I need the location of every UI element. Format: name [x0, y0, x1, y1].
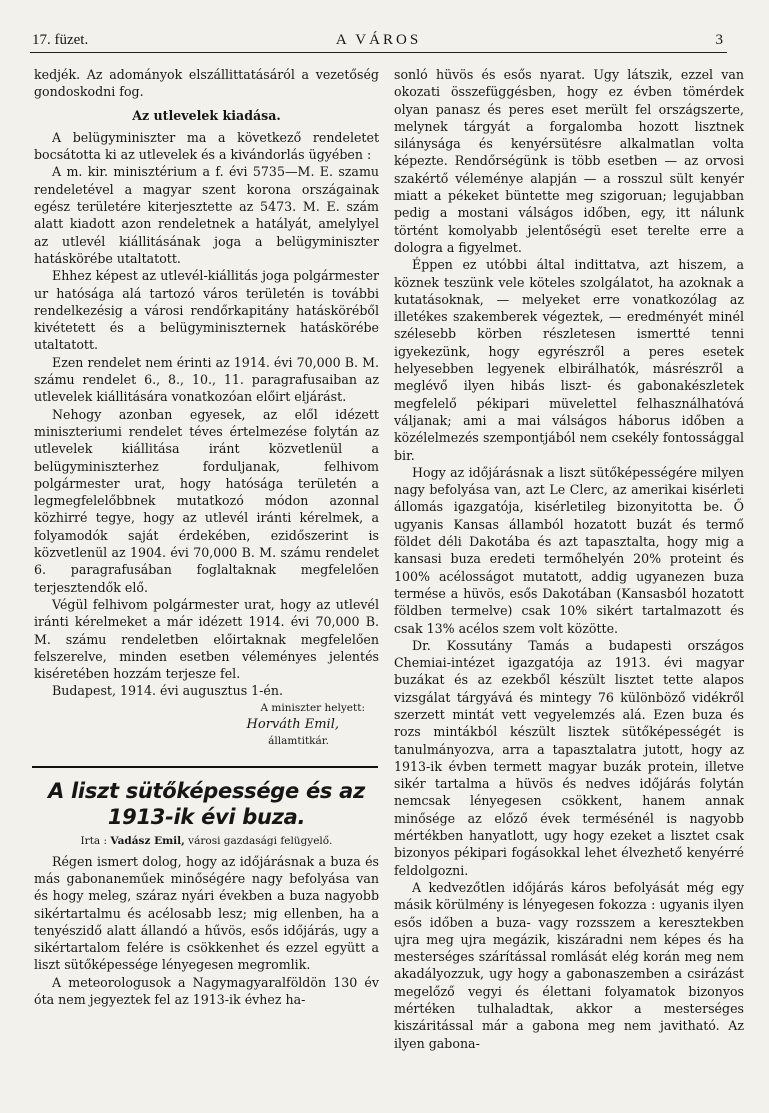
signer-title: államtitkár. — [268, 734, 329, 747]
journal-title: A VÁROS — [335, 32, 422, 48]
byline-role: városi gazdasági felügyelő. — [188, 834, 333, 847]
paragraph: A kedvezőtlen időjárás káros befolyását még egy másik körülmény is lényegesen fokozza : ugyanis ilyen esős időben a buza- vagy rozsszem a keresztekben ujra meg ujra megázik, kiszáradni nem képes és ha mesterséges szárítással romlását elég korán meg nem akadályozzuk, ugy hogy a gabonaszemben a csirázást megelőző vegyi és élettani folyamatok bizonyos mértéken tulhaladtak, akkor a mesterséges kiszáritással már a gabona meg nem javitható. Az ilyen gabona- — [394, 879, 744, 1051]
byline-author: Vadász Emil, — [110, 834, 185, 847]
paragraph: A meteorologusok a Nagymagyaralföldön 130 év óta nem jegyeztek fel az 1913-ik évhez ha- — [34, 974, 379, 1008]
paragraph: Ezen rendelet nem érinti az 1914. évi 70,000 B. M. számu rendelet 6., 8., 10., 11. paragrafusaiban az utlevelek kiállitására vonatkozóan előirt eljárást. — [34, 354, 379, 405]
paragraph: Régen ismert dolog, hogy az időjárásnak a buza és más gabonaneműek minőségére nagy befolyása van és hogy meleg, száraz nyári években a buza nagyobb sikértartalmu és acélosabb lesz; mig ellenben, ha a tenyészidő alatt állandó a hűvös, esős időjárás, ugy a sikértartalom felére is csökkenhet és ezzel együtt a liszt sütőképessége lényegesen megromlik. — [34, 853, 379, 973]
paragraph: Éppen ez utóbbi által indittatva, azt hiszem, a köznek teszünk vele köteles szolgálatot, ha azoknak a kutatásoknak, — melyeket erre vonatkozólag az illetékes szakemberek végeztek, — eredményét minél szélesebb körben részletesen ismertté tenni igyekezünk, hogy egyrészről a peres esetek helyesebben legyenek elbirálhatók, másrészről a meglévő ilyen hibás liszt- és gabonakészletek megfelelő pékipari müvelettel felhasználhatóvá váljanak; ami a mai válságos háborus időben a közélelmezés szempontjából nem csekély fontossággal bir. — [394, 257, 744, 463]
left-column — [34, 66, 379, 1008]
paragraph: sonló hüvös és esős nyarat. Ugy látszik, ezzel van okozati összefüggésben, hogy ez évben tömérdek olyan panasz és peres eset merült fel országszerte, melynek tárgyát a forgalomba hozott lisztnek silánysága és kenyérsütésre alkalmatlan volta képezte. Rendőrségünk is több esetben — az orvosi szakértő véleménye alapján — a rosszul sült kenyér miatt a pékeket büntette meg szigoruan; legujabban pedig a mostani válságos időben, egy, itt nálunk történt komolyabb jelentőségü eset terelte erre a dologra a figyelmet. — [394, 67, 744, 255]
signer-label: A miniszter helyett: — [260, 701, 365, 714]
byline-prefix: Irta : — [80, 834, 108, 847]
paragraph: Végül felhivom polgármester urat, hogy az utlevél iránti kérelmeket a már idézett 1914. évi 70,000 B. M. számu rendeletben előirtaknak megfelelően felszerelve, minden esetben véleményes jelentés kiséretében hozzám terjesze fel. — [34, 596, 379, 682]
paragraph: A m. kir. minisztérium a f. évi 5735—M. E. szamu rendeletével a magyar szent korona országainak egész területére kiterjesztette az 5473. M. E. szám alatt kiadott azon rendeletnek a hatályát, amelylyel az utlevél kiállitásának joga a belügyminiszter hatáskörébe utaltatott. — [34, 164, 379, 266]
right-column — [394, 66, 744, 1052]
issue-number: 17. füzet. — [32, 32, 89, 48]
article-title: A liszt sütőképessége és az 1913-ik évi buza. — [48, 778, 365, 829]
byline — [34, 834, 379, 849]
signer-name: Horváth Emil, — [246, 716, 339, 732]
paragraph: Nehogy azonban egyesek, az elől idézett miniszteriumi rendelet téves értelmezése folytán az utlevelek kiállitása iránt közvetlenül a belügyminiszterhez forduljanak, felhivom polgármester urat, hogy hatósága területén a legmegfelelőbbnek mutatkozó módon azonnal közhirré tegye, hogy az utlevél iránti kérelmek, a folyamodók saját érdekében, ezidőszerint is közvetlenül az 1904. évi 70,000 B. M. számu rendelet 6. paragrafusában foglaltaknak megfelelően terjesztendők elő. — [34, 406, 379, 595]
paragraph: Dr. Kossutány Tamás a budapesti országos Chemiai-intézet igazgatója az 1913. évi magyar buzákat és az ezekből készült lisztet tette alapos vizsgálat tárgyává és mintegy 76 különböző vidékről szerzett mintát vett vegyelemzés alá. Ezen buza és rozs mintákból készült lisztek sütőképességét is tanulmányozva, arra a tapasztalatra jutott, hogy az 1913-ik évben termett magyar buzák protein, illetve sikér tartalma a hüvös és nedves időjárás folytán nemcsak lényegesen csökkent, hanem annak minősége az előző évek termésénél is nagyobb mértékben hanyatlott, ugy hogy ezeket a lisztet csak bizonyos pékipari fogásokkal lehet élvezhető kenyérré feldolgozni. — [394, 637, 744, 878]
article-divider — [32, 766, 378, 768]
section-title: Az utlevelek kiadása. — [132, 107, 281, 123]
page-header — [30, 30, 727, 53]
paragraph: A belügyminiszter ma a következő rendeletet bocsátotta ki az utlevelek és a kivándorlás ügyében : — [34, 129, 379, 163]
paragraph: Ehhez képest az utlevél-kiállitás joga polgármester ur hatósága alá tartozó város területén is további rendelkezésig a városi rendőrkapitány hatásköréből kivétetett és a belügyminiszternek hatáskörébe utaltatott. — [34, 268, 379, 353]
paragraph: Budapest, 1914. évi augusztus 1-én. — [52, 683, 283, 699]
paragraph: Hogy az időjárásnak a liszt sütőképességére milyen nagy befolyása van, azt Le Clerc, az amerikai kisérleti állomás igazgatója, kisérletileg bizonyitotta be. Ő ugyanis Kansas államból hozatott buzát és termő földet déli Dakotába és azt tapasztalta, hogy mig a kansasi buza eredeti termőhelyén 20% proteint és 100% acélosságot mutatott, addig ugyanezen buza termése a hüvös, esős Dakotában (Kansasból hozatott földben termelve) csak 10% sikért tartalmazott és csak 13% acélos szem volt közötte. — [394, 464, 744, 636]
paragraph: kedjék. Az adományok elszállittatásáról a vezetőség gondoskodni fog. — [34, 67, 379, 100]
page-number: 3 — [715, 32, 723, 48]
